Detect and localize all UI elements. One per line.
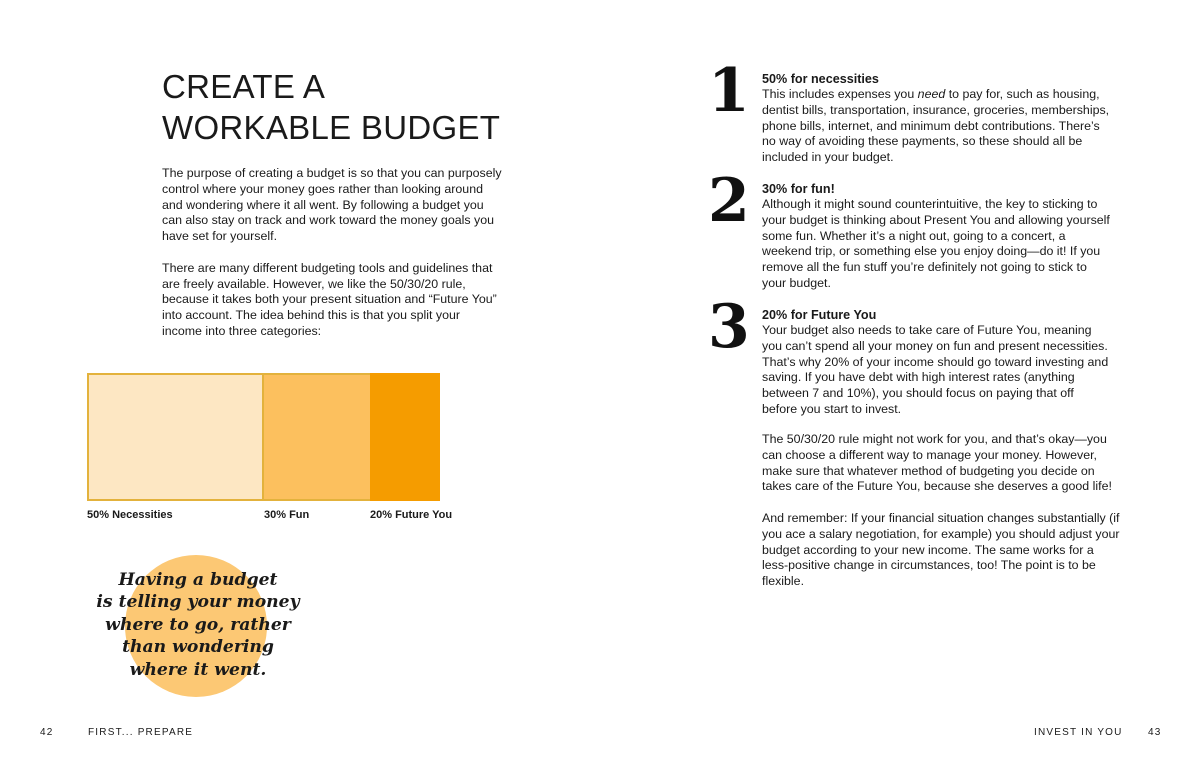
item-body-text: to pay for, such as housing, dentist bills, transportation, insurance, groceries, memberships, phone bills, internet, and minimum debt contributions. There’s no way of avoiding these payments, so these should all be included in your budget. (762, 87, 1110, 165)
intro-paragraph: The purpose of creating a budget is so that you can purposely control where your money goes rather than looking around and wondering where it all went. By following a budget you can also stay on track and work toward the money goals you have set for yourself. (162, 166, 502, 244)
bar-label-fun: 30% Fun (264, 509, 310, 521)
page-number-right: 43 (1148, 727, 1162, 738)
page-number-left: 42 (40, 727, 54, 738)
quote-line: than wondering (122, 637, 274, 658)
item-heading: 20% for Future You (762, 308, 877, 322)
intro-text (162, 166, 502, 356)
budget-split-chart (87, 373, 440, 501)
title-line: WORKABLE BUDGET (162, 109, 501, 146)
pull-quote (80, 569, 316, 681)
item-body: Your budget also needs to take care of Future You, meaning you can’t spend all your money on fun and present necessities. That’s why 20% of your income should go toward investing and saving. If you have debt with high interest rates (anything between 7 and 10%), you should focus on paying that off before you start to invest. (762, 323, 1109, 416)
item-number: 3 (708, 292, 750, 362)
budget-item-necessities (708, 56, 1112, 166)
item-body-emphasis: need (917, 87, 946, 101)
bar-segment-necessities (87, 373, 264, 501)
quote-line: Having a budget (118, 570, 278, 590)
right-page (600, 0, 1200, 778)
quote-line: is telling your money (96, 592, 300, 613)
bar-segment-future-you (370, 373, 440, 501)
item-body (762, 87, 1112, 166)
item-body-text: This includes expenses you (762, 87, 918, 101)
bar-segment-fun (264, 373, 370, 501)
running-head-right: INVEST IN YOU (1034, 727, 1123, 738)
running-head-left: FIRST... PREPARE (88, 727, 194, 738)
budget-item-future-you (708, 292, 1112, 418)
closing-text (762, 432, 1122, 606)
intro-paragraph: There are many different budgeting tools and guidelines that are freely available. However, we like the 50/30/20 rule, because it takes both your present situation and “Future You” into account. The idea behind this is that you split your income into three categories: (162, 260, 497, 338)
budget-item-fun (708, 166, 1112, 292)
title-line: CREATE A (162, 68, 326, 105)
bar-label-necessities: 50% Necessities (87, 509, 173, 521)
item-heading: 50% for necessities (762, 72, 879, 86)
bar-label-future-you: 20% Future You (370, 509, 453, 521)
quote-line: where to go, rather (105, 614, 291, 635)
quote-line: where it went. (129, 659, 267, 680)
closing-paragraph: And remember: If your financial situation changes substantially (if you ace a salary negotiation, for example) you should adjust your budget according to your new income. The same works for a less-positive change in circumstances, too! The point is to be flexible. (762, 510, 1120, 589)
budget-split-labels (87, 509, 467, 525)
closing-paragraph: The 50/30/20 rule might not work for you, and that’s okay—you can choose a different way to manage your money. However, make sure that whatever method of budgeting you decide on takes care of the Future You, because she deserves a good life! (762, 432, 1112, 494)
item-number: 2 (708, 166, 750, 236)
item-body: Although it might sound counterintuitive, the key to sticking to your budget is thinking about Present You and allowing yourself some fun. Whether it’s a night out, going to a concert, a weekend trip, or something else you enjoy doing—do it! If you remove all the fun stuff you’re definitely not going to stick to your budget. (762, 197, 1110, 290)
item-number: 1 (708, 56, 750, 126)
page-title (162, 66, 500, 148)
item-heading: 30% for fun! (762, 182, 835, 196)
